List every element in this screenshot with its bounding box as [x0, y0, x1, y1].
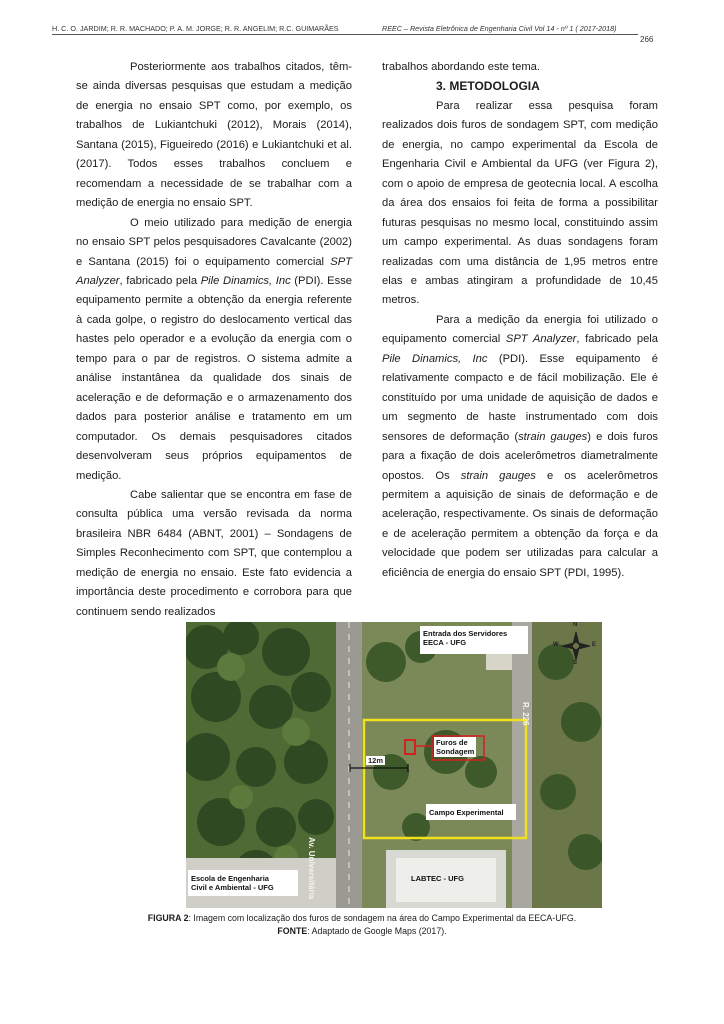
aerial-map-image [186, 622, 602, 908]
map-label-escola: Escola de Engenharia Civil e Ambiental - UFG [191, 874, 274, 892]
aerial-map-figure [186, 622, 602, 908]
caption-source-line: FONTE: Adaptado de Google Maps (2017). [277, 926, 447, 936]
page-number: 266 [640, 35, 654, 44]
map-label-street: R. 226 [521, 702, 530, 726]
map-label-furos: Furos de Sondagem [436, 738, 475, 756]
caption-figure-line: FIGURA 2: Imagem com localização dos furos de sondagem na área do Campo Experimental da EECA-UFG. [147, 913, 577, 923]
map-label-avenue: Av. Universitária [307, 837, 316, 900]
right-paragraph-1: Para realizar essa pesquisa foram realizados dois furos de sondagem SPT, com medição de energia, no campo experimental da Escola de Engenharia Civil e Ambiental da UFG (ver Figura 2), com o apoio de empresa de geotecnia local. A escolha da área dos ensaios foi feita de forma a possibilitar futuras pesquisas no mesmo local, constituindo assim um campo experimental. As duas sondagens foram realizadas com uma distância de 1,95 metros entre elas e ambas atingiram a profundidade de 10,45 metros. [382, 99, 658, 307]
right-column [382, 58, 658, 583]
section-title: 3. METODOLOGIA [436, 79, 540, 94]
left-paragraph-1: Posteriormente aos trabalhos citados, têm-se ainda diversas pesquisas que estudam a medição de energia no ensaio SPT como, por exemplo, os trabalhos de Lukiantchuki (2012), Morais (2014), Santana (2015), Figueiredo (2016) e Lukiantchuki et al. (2017). Todos esses trabalhos concluem e recomendam a necessidade de se trabalhar com a medição de energia no ensaio SPT. [76, 61, 352, 210]
header-authors: H. C. O. JARDIM; R. R. MACHADO; P. A. M. JORGE; R. R. ANGELIM; R.C. GUIMARÃES [52, 24, 339, 33]
map-label-entrada: Entrada dos Servidores EECA - UFG [423, 629, 508, 647]
right-continuation: trabalhos abordando este tema. [382, 61, 540, 73]
left-paragraph-3: Cabe salientar que se encontra em fase de consulta pública uma versão revisada da norma brasileira NBR 6484 (ABNT, 2001) – Sondagens de Simples Reconhecimento com SPT, que contemplou a medição de energia no ensaio. Este fato evidencia a importância deste procedimento e corrobora para que continuem sendo realizados [76, 488, 352, 618]
header-rule [52, 34, 638, 35]
map-label-distance: 12m [368, 756, 384, 765]
compass-east-label: E [592, 642, 597, 648]
left-column [76, 58, 352, 622]
map-label-campo: Campo Experimental [429, 808, 504, 817]
header-journal: REEC – Revista Eletrônica de Engenharia Civil Vol 14 - nº 1 ( 2017-2018) [382, 24, 617, 33]
compass-west-label: W [553, 642, 559, 648]
map-label-labtec: LABTEC - UFG [411, 874, 464, 883]
figure-caption [52, 912, 672, 938]
right-paragraph-2: Para a medição da energia foi utilizado o equipamento comercial SPT Analyzer, fabricado pela Pile Dinamics, Inc (PDI). Esse equipamento é relativamente compacto e de fácil mobilização. Ele é constituído por uma unidade de aquisição de dados e um segmento de haste instrumentado com dois sensores de deformação (strain gauges) e dois furos para a fixação de dois acelerômetros diametralmente opostos. Os strain gauges e os acelerômetros permitem a aquisição de sinais de deformação e de aceleração, respectivamente. Os sinais de deformação e de aceleração permitem a obtenção da força e da velocidade que podem ser utilizadas para calcular a eficiência de energia do ensaio SPT (PDI, 1995). [382, 313, 659, 579]
compass-south-label: S [573, 660, 578, 666]
compass-north-label: N [573, 622, 578, 628]
left-paragraph-2: O meio utilizado para medição de energia no ensaio SPT pelos pesquisadores Cavalcante (2002) e Santana (2015) foi o equipamento comercial SPT Analyzer, fabricado pela Pile Dinamics, Inc (PDI). Esse equipamento permite a obtenção da energia referente à cada golpe, o registro do deslocamento vertical das hastes pelo operador e a evolução da energia com o tempo para o par de registros. O sistema admite a análise instantânea da qualidade dos sinais de aceleração e de deformação e o armazenamento dos dados para posterior análise e tratamento em um computador. Os demais pesquisadores citados desenvolveram seus próprios equipamentos de medição. [76, 216, 353, 482]
